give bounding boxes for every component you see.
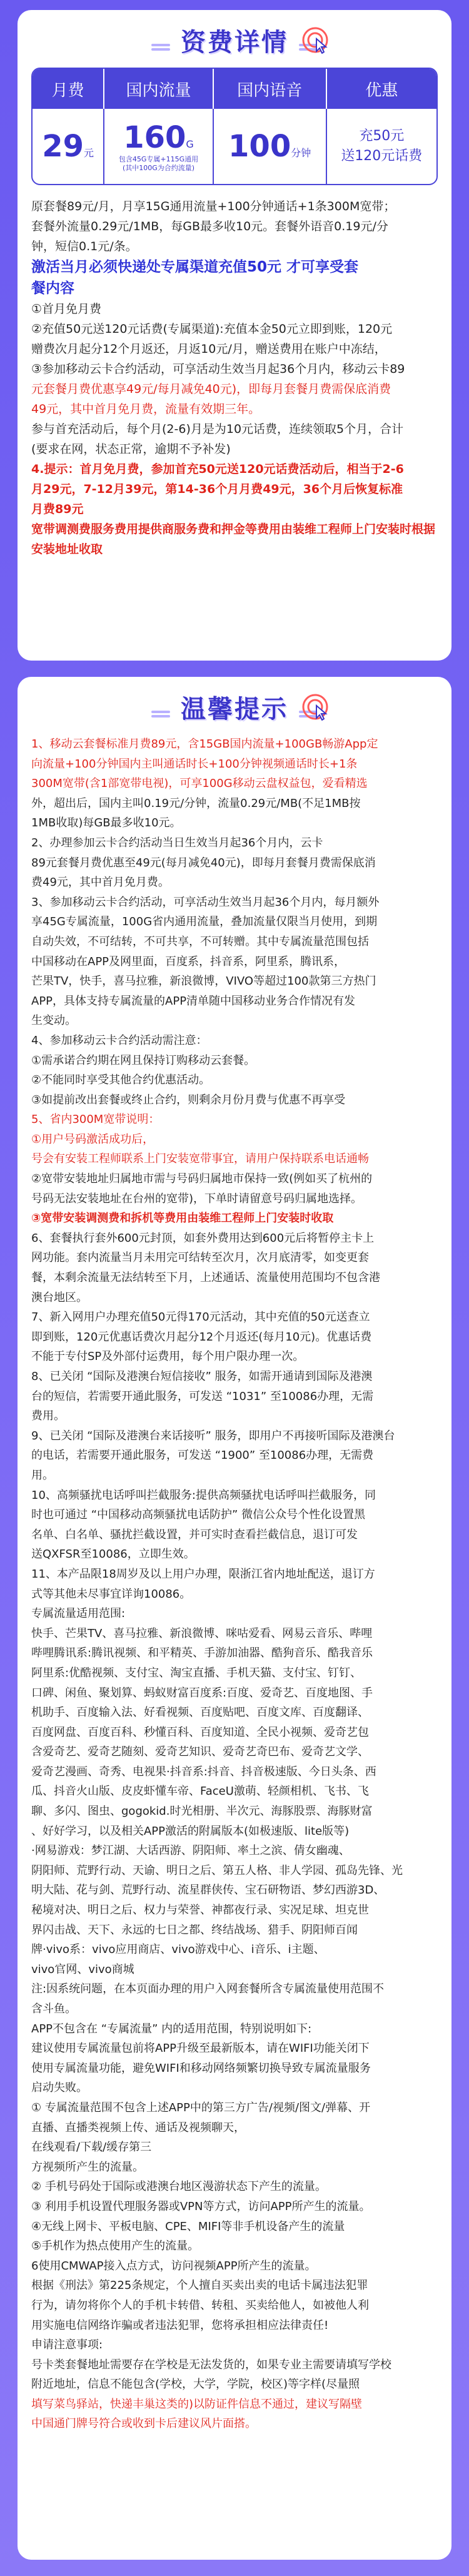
monthly-fee-unit: 元 [84,147,94,159]
fee-details-title: 资费详情 [181,28,288,57]
tip-line: 号码无法安装地址在台州的宽带)，下单时请留意号码归属地选择。 [31,1192,363,1205]
tip-line: ①需承诺合约期在网且保持订购移动云套餐。 [31,1053,256,1067]
offer-line-1: 充50元 [359,128,405,144]
detail-line: 宽带调测费服务费用提供商服务费和押金等费用由装维工程师上门安装时根据 [31,522,436,536]
tap-pointer-icon [301,26,329,54]
tip-line: 6使用CMWAP接入点方式，访问视频APP所产生的流量。 [31,2259,316,2273]
tip-line: 启动失败。 [31,2081,88,2095]
tip-line: 注:因系统问题，在本页面办理的用户入网套餐所含专属流量使用范围不 [31,1982,385,1996]
tip-line: 阿里系:优酷视频、支付宝、淘宝直播、手机天猫、支付宝、钉钉、 [31,1666,362,1680]
tip-line: 附近地址，信息不能包含(学校，大学，学院，校区)等字样(尽量照 [31,2378,360,2391]
tips-card [18,677,451,2560]
tip-line: 8、已关闭 “国际及港澳台短信接收” 服务，如需开通请到国际及港澳 [31,1370,373,1383]
tip-line: 不能于专付SP及外部付运费用，每个用户限办理一次。 [31,1350,305,1364]
data-cell [104,109,213,184]
tip-line: 1、移动云套餐标准月费89元，含15GB国内流量+100GB畅游App定 [31,738,378,751]
tip-line: 爱奇艺漫画、奇秀、电视果·抖音系:抖音、抖音极速版、今日头条、西 [31,1765,376,1778]
tip-line: 快手、芒果TV、喜马拉雅、新浪微博、咪咕爱看、网易云音乐、哔哩 [31,1626,373,1640]
tip-line: 行为，请勿将你个人的手机卡转借、转租、买卖给他人，如被他人利 [31,2298,369,2312]
detail-line: (要求在网，状态正常，逾期不予补发) [31,442,231,456]
tip-line: 4、参加移动云卡合约活动需注意： [31,1033,208,1047]
tap-pointer-icon [301,693,329,721]
tip-line: ⑤手机作为热点使用产生的流量。 [31,2239,199,2253]
fee-table [31,68,438,185]
detail-line: 4.提示：首月免月费，参加首充50元送120元话费活动后，相当于2-6 [31,462,404,476]
tip-line: ② 手机号码处于国际或港澳台地区漫游状态下产生的流量。 [31,2180,326,2194]
monthly-fee-value: 29 [42,129,84,164]
tip-line: 含斗鱼。 [31,2002,76,2016]
tip-line: 根据《刑法》第225条规定，个人擅自买卖出卖的电话卡属违法犯罪 [31,2279,368,2293]
heading-decoration-left [151,42,170,54]
offer-line-2: 送120元话费 [341,148,423,164]
tip-line: 芒果TV，快手，喜马拉雅，新浪微博，VIVO等超过100款第三方热门 [31,975,376,988]
fee-details-heading [31,10,438,68]
tip-line: vivo官网、vivo商城 [31,1962,134,1976]
detail-line: 参与首充活动后，每个月(2-6)月是为10元话费，连续领取5个月，合计 [31,422,404,436]
data-unit: G [186,138,194,150]
detail-line: 钟，短信0.1元/条。 [31,240,138,253]
tip-line: 即到账，120元优惠话费次月起分12个月返还(每月10元)。优惠话费 [31,1330,372,1344]
tip-line: 2、办理参加云卡合约活动当日生效当月起36个月内，云卡 [31,836,323,849]
tip-line: 5、省内300M宽带说明： [31,1113,160,1127]
detail-line: 月29元，7-12月39元，第14-36个月月费49元，36个月后恢复标准 [31,482,403,496]
detail-line: 安装地址收取 [31,542,103,556]
detail-line: 月费89元 [31,502,84,516]
tip-line: 填写菜鸟驿站，快递丰巢这类的)以防证件信息不通过，建议写隔壁 [31,2397,363,2411]
tips-title: 温馨提示 [181,695,288,724]
tip-line: 用。 [31,1468,54,1482]
tip-line: 口碑、闲鱼、聚划算、蚂蚁财富百度系:百度、爱奇艺、百度地图、手 [31,1686,373,1700]
data-note-1: 包含45G专属+115G通用 [118,155,199,163]
tip-line: 生变动。 [31,1014,76,1028]
tip-line: ②宽带安装地址归属地市需与号码归属地市保持一致(例如买了杭州的 [31,1172,373,1186]
tip-line: 明大陆、花与剑、荒野行动、流星群侠传、宝石研物语、梦幻西游3D、 [31,1884,385,1897]
tip-line: 89元套餐月费优惠至49元(每月减免40元)，即每月套餐月费需保底消 [31,856,376,870]
tip-line: 阴阳师、荒野行动、天谕、明日之后、第五人格、非人学园、孤岛先锋、光 [31,1864,403,1877]
tip-line: 3、参加移动云卡合约活动，可享活动生效当月起36个月内，每月额外 [31,895,380,909]
tip-line: APP，具体支持专属流量的APP清单随中国移动业务合作情况有发 [31,994,356,1008]
detail-line: 餐内容 [31,280,74,297]
tip-line: 哔哩腾讯系:腾讯视频、和平精英、手游加油器、酷狗音乐、酷我音乐 [31,1646,373,1660]
tip-line: ① 专属流量范围不包含上述APP中的第三方广告/视频/图文/弹幕、开 [31,2101,371,2114]
tip-line: 用实施电信网络诈骗或者违法犯罪，您将承担相应法律责任! [31,2318,329,2332]
tip-line: 中国移动在APP及网里面，百度系，抖音系，阿里系，腾讯系， [31,955,346,968]
tip-line: 300M宽带(含1部宽带电视)，可享100G移动云盘权益包，爱看精选 [31,777,368,791]
offer-cell [327,109,436,184]
data-note-2: (其中100G为合约流量) [122,164,195,172]
tip-line: 6、套餐执行套外600元封顶，如套外费用达到600元后将暂停主卡上 [31,1231,375,1245]
detail-line: ②充值50元送120元话费(专属渠道):充值本金50元立即到账，120元 [31,322,393,336]
tip-line: 10、高频骚扰电话呼叫拦截服务:提供高频骚扰电话呼叫拦截服务，同 [31,1488,376,1502]
tip-line: 台的短信，若需要开通此服务，可发送 “1031” 至10086办理，无需 [31,1389,374,1403]
tip-line: 1MB收取)每GB最多收10元。 [31,816,181,830]
tip-line: 秘境对决、明日之后、权力与荣誉、神都夜行录、实况足球、坦克世 [31,1904,369,1917]
tip-line: 直播、直播类视频上传、通话及视频聊天， [31,2121,245,2134]
tip-line: ③宽带安装调测费和拆机等费用由装维工程师上门安装时收取 [31,1212,334,1225]
tip-line: APP不包含在 “专属流量” 内的适用范围，特别说明如下: [31,2022,312,2036]
tip-line: 送QXFSR至10086，立即生效。 [31,1548,195,1561]
tip-line: 建议使用专属流量包前将APP升级至最新版本，请在WIFI功能关闭下 [31,2042,370,2056]
detail-line: 套餐外流量0.29元/1MB，每GB最多收10元。套餐外语音0.19元/分 [31,220,388,233]
tip-line: 专属流量适用范围: [31,1607,126,1621]
tip-line: 11、本产品限18周岁及以上用户办理，限浙江省内地址配送，退订方 [31,1567,375,1581]
fee-header-voice: 国内语音 [214,69,327,109]
tip-line: 外，超出后，国内主叫0.19元/分钟，流量0.29元/MB(不足1MB按 [31,796,361,810]
fee-details-card [18,10,451,661]
tip-line: 自动失效，不可结转，不可共享，不可转赠。其中专属流量范围包括 [31,935,369,948]
tip-line: 9、已关闭 “国际及港澳台来话接听” 服务，即用户不再接听国际及港澳台 [31,1429,395,1443]
tip-line: 在线观看/下载/缓存第三 [31,2141,152,2154]
tip-line: ③如提前改出套餐或终止合约，则剩余月份月费与优惠不再享受 [31,1093,346,1107]
detail-line: ①首月免月费 [31,302,102,316]
tip-line: ①用户号码激活成功后， [31,1132,154,1146]
tip-line: 牌·vivo系：vivo应用商店、vivo游戏中心、i音乐、i主题、 [31,1943,325,1957]
tip-line: ·网易游戏：梦江湖、大话西游、阴阳师、率土之滨、倩女幽魂、 [31,1844,350,1858]
tip-line: 式等其他未尽事宜详询10086。 [31,1587,191,1601]
tip-line: 界闪击战、天下、永远的七日之都、终结战场、猎手、阴阳师百闻 [31,1923,358,1937]
tip-line: 享45G专属流量，100G省内通用流量，叠加流量仅限当月使用，到期 [31,915,378,929]
detail-line: 激活当月必须快递处专属渠道充值50元 才可享受套 [31,259,359,275]
tip-line: 方视频所产生的流量。 [31,2160,144,2174]
heading-decoration-left [151,709,170,721]
detail-line: 元套餐月费优惠享49元/每月减免40元)，即每月套餐月费需保底消费 [31,382,391,396]
fee-details-text [31,196,438,559]
detail-line: 赠费次月起分12个月返还，月返10元/月，赠送费用在账户中冻结， [31,342,386,356]
tip-line: 聊、多闪、图虫、gogokid.时光相册、半次元、海豚股票、海豚财富 [31,1805,373,1818]
tip-line: 申请注意事项: [31,2338,103,2352]
detail-line: 49元，其中首月免月费，流量有效期三年。 [31,402,261,416]
tip-line: 网功能。套内流量当月未用完可结转至次月，次月底清零，如变更套 [31,1251,369,1265]
tip-line: 名单、白名单、骚扰拦截设置，并可实时查看拦截信息，退订可发 [31,1528,358,1541]
tip-line: 含爱奇艺、爱奇艺随刻、爱奇艺知识、爱奇艺奇巴布、爱奇艺文学、 [31,1745,369,1759]
fee-header-data: 国内流量 [104,69,213,109]
tip-line: 费用。 [31,1409,65,1423]
tip-line: 时也可通过 “中国移动高频骚扰电话防护” 微信公众号个性化设置黑 [31,1508,366,1522]
voice-value: 100 [228,129,291,164]
fee-header-offer: 优惠 [327,69,436,109]
monthly-fee-cell [33,109,104,184]
tip-line: ④无线上网卡、平板电脑、CPE、MIFI等非手机设备产生的流量 [31,2219,345,2233]
tip-line: 7、新入网用户办理充值50元得170元活动，其中充值的50元送查立 [31,1311,370,1324]
data-value: 160 [123,120,186,155]
tip-line: 向流量+100分钟国内主叫通话时长+100分钟视频通话时长+1条 [31,757,358,771]
tip-line: ③ 利用手机设置代理服务器或VPN等方式，访问APP所产生的流量。 [31,2199,371,2213]
tip-line: 的电话，若需要开通此服务，可发送 “1900” 至10086办理，无需费 [31,1449,374,1463]
tip-line: 费49元，其中首月免月费。 [31,876,169,890]
tip-line: 瓜、抖音火山版、皮皮虾懂车帝、FaceU激萌、轻颜相机、飞书、飞 [31,1785,369,1798]
tip-line: 使用专属流量功能，避免WIFI和移动网络频繁切换导致专属流量服务 [31,2061,371,2075]
tip-line: 号卡类套餐地址需要存在学校是无法发货的，如果专业主需要请填写学校 [31,2358,391,2371]
voice-unit: 分钟 [291,147,311,159]
detail-line: ③参加移动云卡合约活动，可享活动生效当月起36个月内，移动云卡89 [31,362,405,376]
tip-line: ②不能同时享受其他合约优惠活动。 [31,1073,211,1087]
tip-line: 澳台地区。 [31,1291,88,1304]
tip-line: 百度网盘、百度百科、秒懂百科、百度知道、全民小视频、爱奇艺包 [31,1725,369,1739]
voice-cell [214,109,327,184]
tip-line: 机助手、百度输入法、好看视频、百度贴吧、百度文库、百度翻译、 [31,1706,369,1720]
tip-line: 餐，本剩余流量无法结转至下月，上述通话、流量使用范围均不包含港 [31,1271,380,1285]
tip-line: 、好好学习，以及相关APP激活的附属版本(如极速版、lite版等) [31,1824,350,1838]
detail-line: 原套餐89元/月，月享15G通用流量+100分钟通话+1条300M宽带； [31,200,396,213]
tips-heading [31,677,438,734]
fee-header-monthly: 月费 [33,69,104,109]
tip-line: 中国通门牌号符合或收到卡后建议风片面搭。 [31,2417,256,2431]
tips-text [31,734,438,2434]
tip-line: 号会有安装工程师联系上门安装宽带事宜，请用户保持联系电话通畅 [31,1152,369,1166]
